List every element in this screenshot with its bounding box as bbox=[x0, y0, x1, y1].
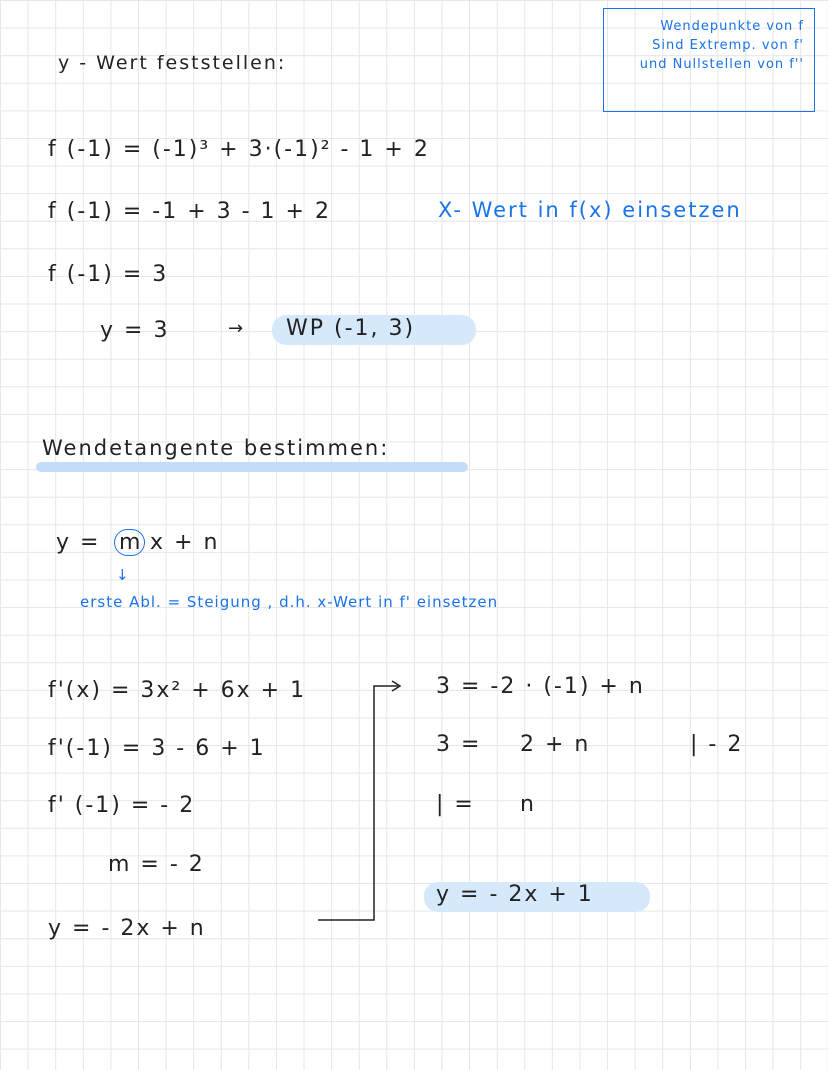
arrow-right-icon: → bbox=[228, 318, 246, 339]
section-heading-y-value: y - Wert feststellen: bbox=[58, 52, 287, 74]
equation-f-line-1: f (-1) = (-1)³ + 3·(-1)² - 1 + 2 bbox=[48, 137, 430, 162]
slope-explanation-note: erste Abl. = Steigung , d.h. x-Wert in f' einsetzen bbox=[80, 593, 499, 611]
down-arrow-icon: ↓ bbox=[116, 566, 131, 584]
solve-line-3-right: n bbox=[520, 792, 536, 817]
section-heading-tangent: Wendetangente bestimmen: bbox=[42, 436, 390, 460]
tangent-rest: x + n bbox=[150, 530, 220, 555]
derivative-line-2: f'(-1) = 3 - 6 + 1 bbox=[48, 736, 266, 761]
solve-operation: | - 2 bbox=[690, 732, 744, 757]
equation-f-line-2: f (-1) = -1 + 3 - 1 + 2 bbox=[48, 199, 331, 224]
slope-m-circled: m bbox=[114, 529, 145, 556]
note-line-2: Sind Extremp. von f' bbox=[652, 38, 804, 53]
solve-line-2-left: 3 = bbox=[436, 732, 482, 757]
note-line-3: und Nullstellen von f'' bbox=[639, 57, 804, 72]
solve-line-1: 3 = -2 · (-1) + n bbox=[436, 674, 645, 699]
slope-value: m = - 2 bbox=[108, 852, 205, 877]
solve-line-2-right: 2 + n bbox=[520, 732, 591, 757]
derivative-line-1: f'(x) = 3x² + 6x + 1 bbox=[48, 678, 307, 703]
solve-line-3-left: | = bbox=[436, 792, 475, 817]
final-tangent-equation: y = - 2x + 1 bbox=[436, 882, 594, 907]
tangent-with-m: y = - 2x + n bbox=[48, 916, 206, 941]
equation-f-line-3: f (-1) = 3 bbox=[48, 262, 169, 287]
equation-y-value: y = 3 bbox=[100, 318, 170, 343]
note-line-1: Wendepunkte von f bbox=[660, 19, 804, 34]
connector-bracket bbox=[318, 686, 398, 920]
inflection-point-result: WP (-1, 3) bbox=[286, 316, 416, 341]
derivative-line-3: f' (-1) = - 2 bbox=[48, 793, 196, 818]
hint-insert-x: X- Wert in f(x) einsetzen bbox=[438, 198, 742, 222]
tangent-y-equals: y = bbox=[56, 530, 101, 555]
